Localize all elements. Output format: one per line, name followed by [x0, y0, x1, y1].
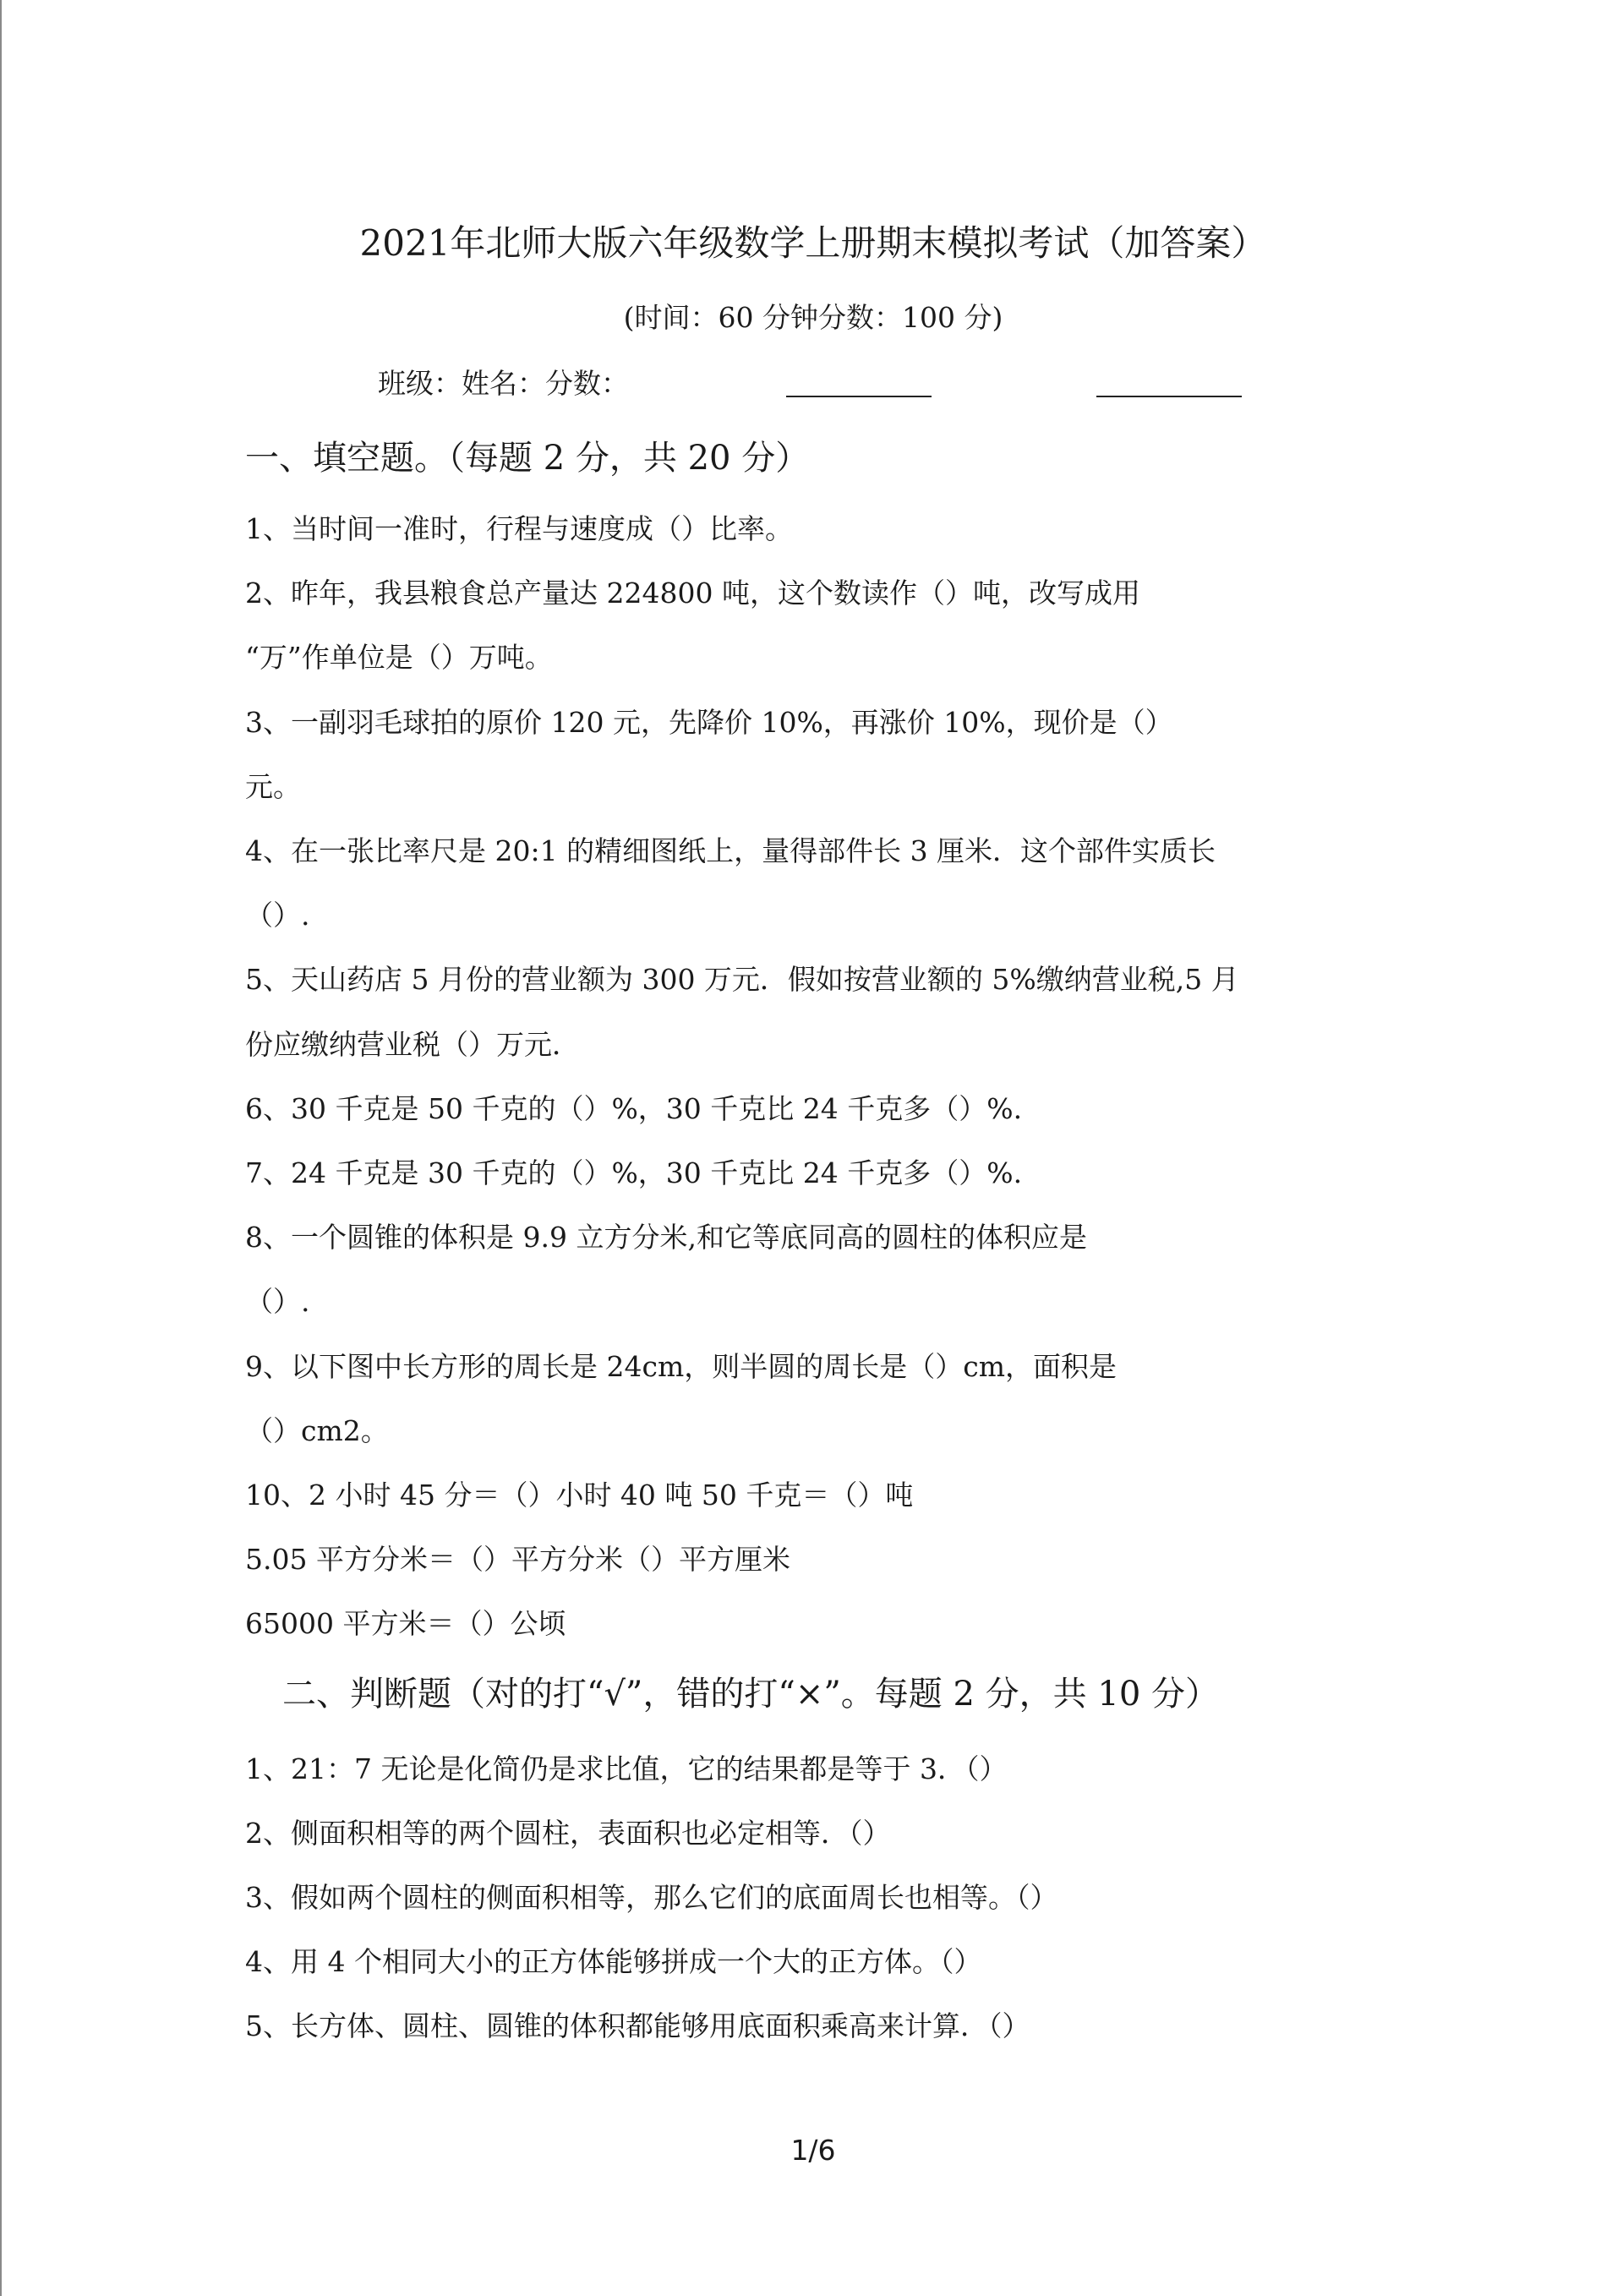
question-line: 65000 平方米＝（）公顷: [245, 1607, 566, 1640]
answer-blank-line: [1096, 396, 1242, 397]
page-number: 1/6: [790, 2134, 836, 2167]
section-heading-true-false: 二、判断题（对的打“√”，错的打“×”。每题 2 分，共 10 分）: [282, 1675, 1220, 1714]
question-line: 7、24 千克是 30 千克的（）%，30 千克比 24 千克多（）%.: [245, 1156, 1023, 1189]
question-line: 份应缴纳营业税（）万元．: [245, 1028, 580, 1061]
question-line: 2、侧面积相等的两个圆柱，表面积也必定相等．（）: [245, 1817, 891, 1850]
question-line: 元。: [245, 770, 301, 803]
question-line: 5.05 平方分米＝（）平方分米（）平方厘米: [245, 1543, 790, 1576]
question-line: 5、天山药店 5 月份的营业额为 300 万元．假如按营业额的 5%缴纳营业税,5 月: [245, 963, 1239, 996]
question-line: 8、一个圆锥的体积是 9.9 立方分米,和它等底同高的圆柱的体积应是: [245, 1221, 1087, 1254]
page-title: 2021年北师大版六年级数学上册期末模拟考试（加答案）: [359, 222, 1267, 264]
answer-blank-line: [786, 396, 932, 397]
question-line: 2、昨年，我县粮食总产量达 224800 吨，这个数读作（）吨，改写成用: [245, 577, 1140, 610]
question-line: 6、30 千克是 50 千克的（）%，30 千克比 24 千克多（）%.: [245, 1092, 1023, 1125]
student-info-row: 班级：姓名：分数：: [378, 367, 629, 400]
question-line: 3、假如两个圆柱的侧面积相等，那么它们的底面周长也相等。（）: [245, 1881, 1058, 1914]
exam-time-score: (时间：60 分钟分数：100 分): [623, 301, 1003, 334]
question-line: “万”作单位是（）万吨。: [245, 641, 553, 674]
question-line: 1、21：7 无论是化简仍是求比值，它的结果都是等于 3．（）: [245, 1752, 1008, 1785]
question-line: 4、在一张比率尺是 20:1 的精细图纸上，量得部件长 3 厘米．这个部件实质长: [245, 834, 1216, 867]
question-line: （）.: [245, 1285, 310, 1318]
question-line: 5、长方体、圆柱、圆锥的体积都能够用底面积乘高来计算．（）: [245, 2009, 1030, 2042]
question-line: 3、一副羽毛球拍的原价 120 元，先降价 10%，再涨价 10%，现价是（）: [245, 706, 1173, 739]
question-line: （）.: [245, 899, 310, 932]
question-line: 10、2 小时 45 分＝（）小时 40 吨 50 千克＝（）吨: [245, 1479, 914, 1512]
question-line: 4、用 4 个相同大小的正方体能够拼成一个大的正方体。（）: [245, 1945, 982, 1978]
question-line: （）cm2。: [245, 1414, 389, 1447]
section-heading-fill-in: 一、填空题。（每题 2 分，共 20 分）: [245, 439, 810, 478]
question-line: 9、以下图中长方形的周长是 24cm，则半圆的周长是（）cm，面积是: [245, 1350, 1118, 1383]
question-line: 1、当时间一准时，行程与速度成（）比率。: [245, 512, 793, 545]
